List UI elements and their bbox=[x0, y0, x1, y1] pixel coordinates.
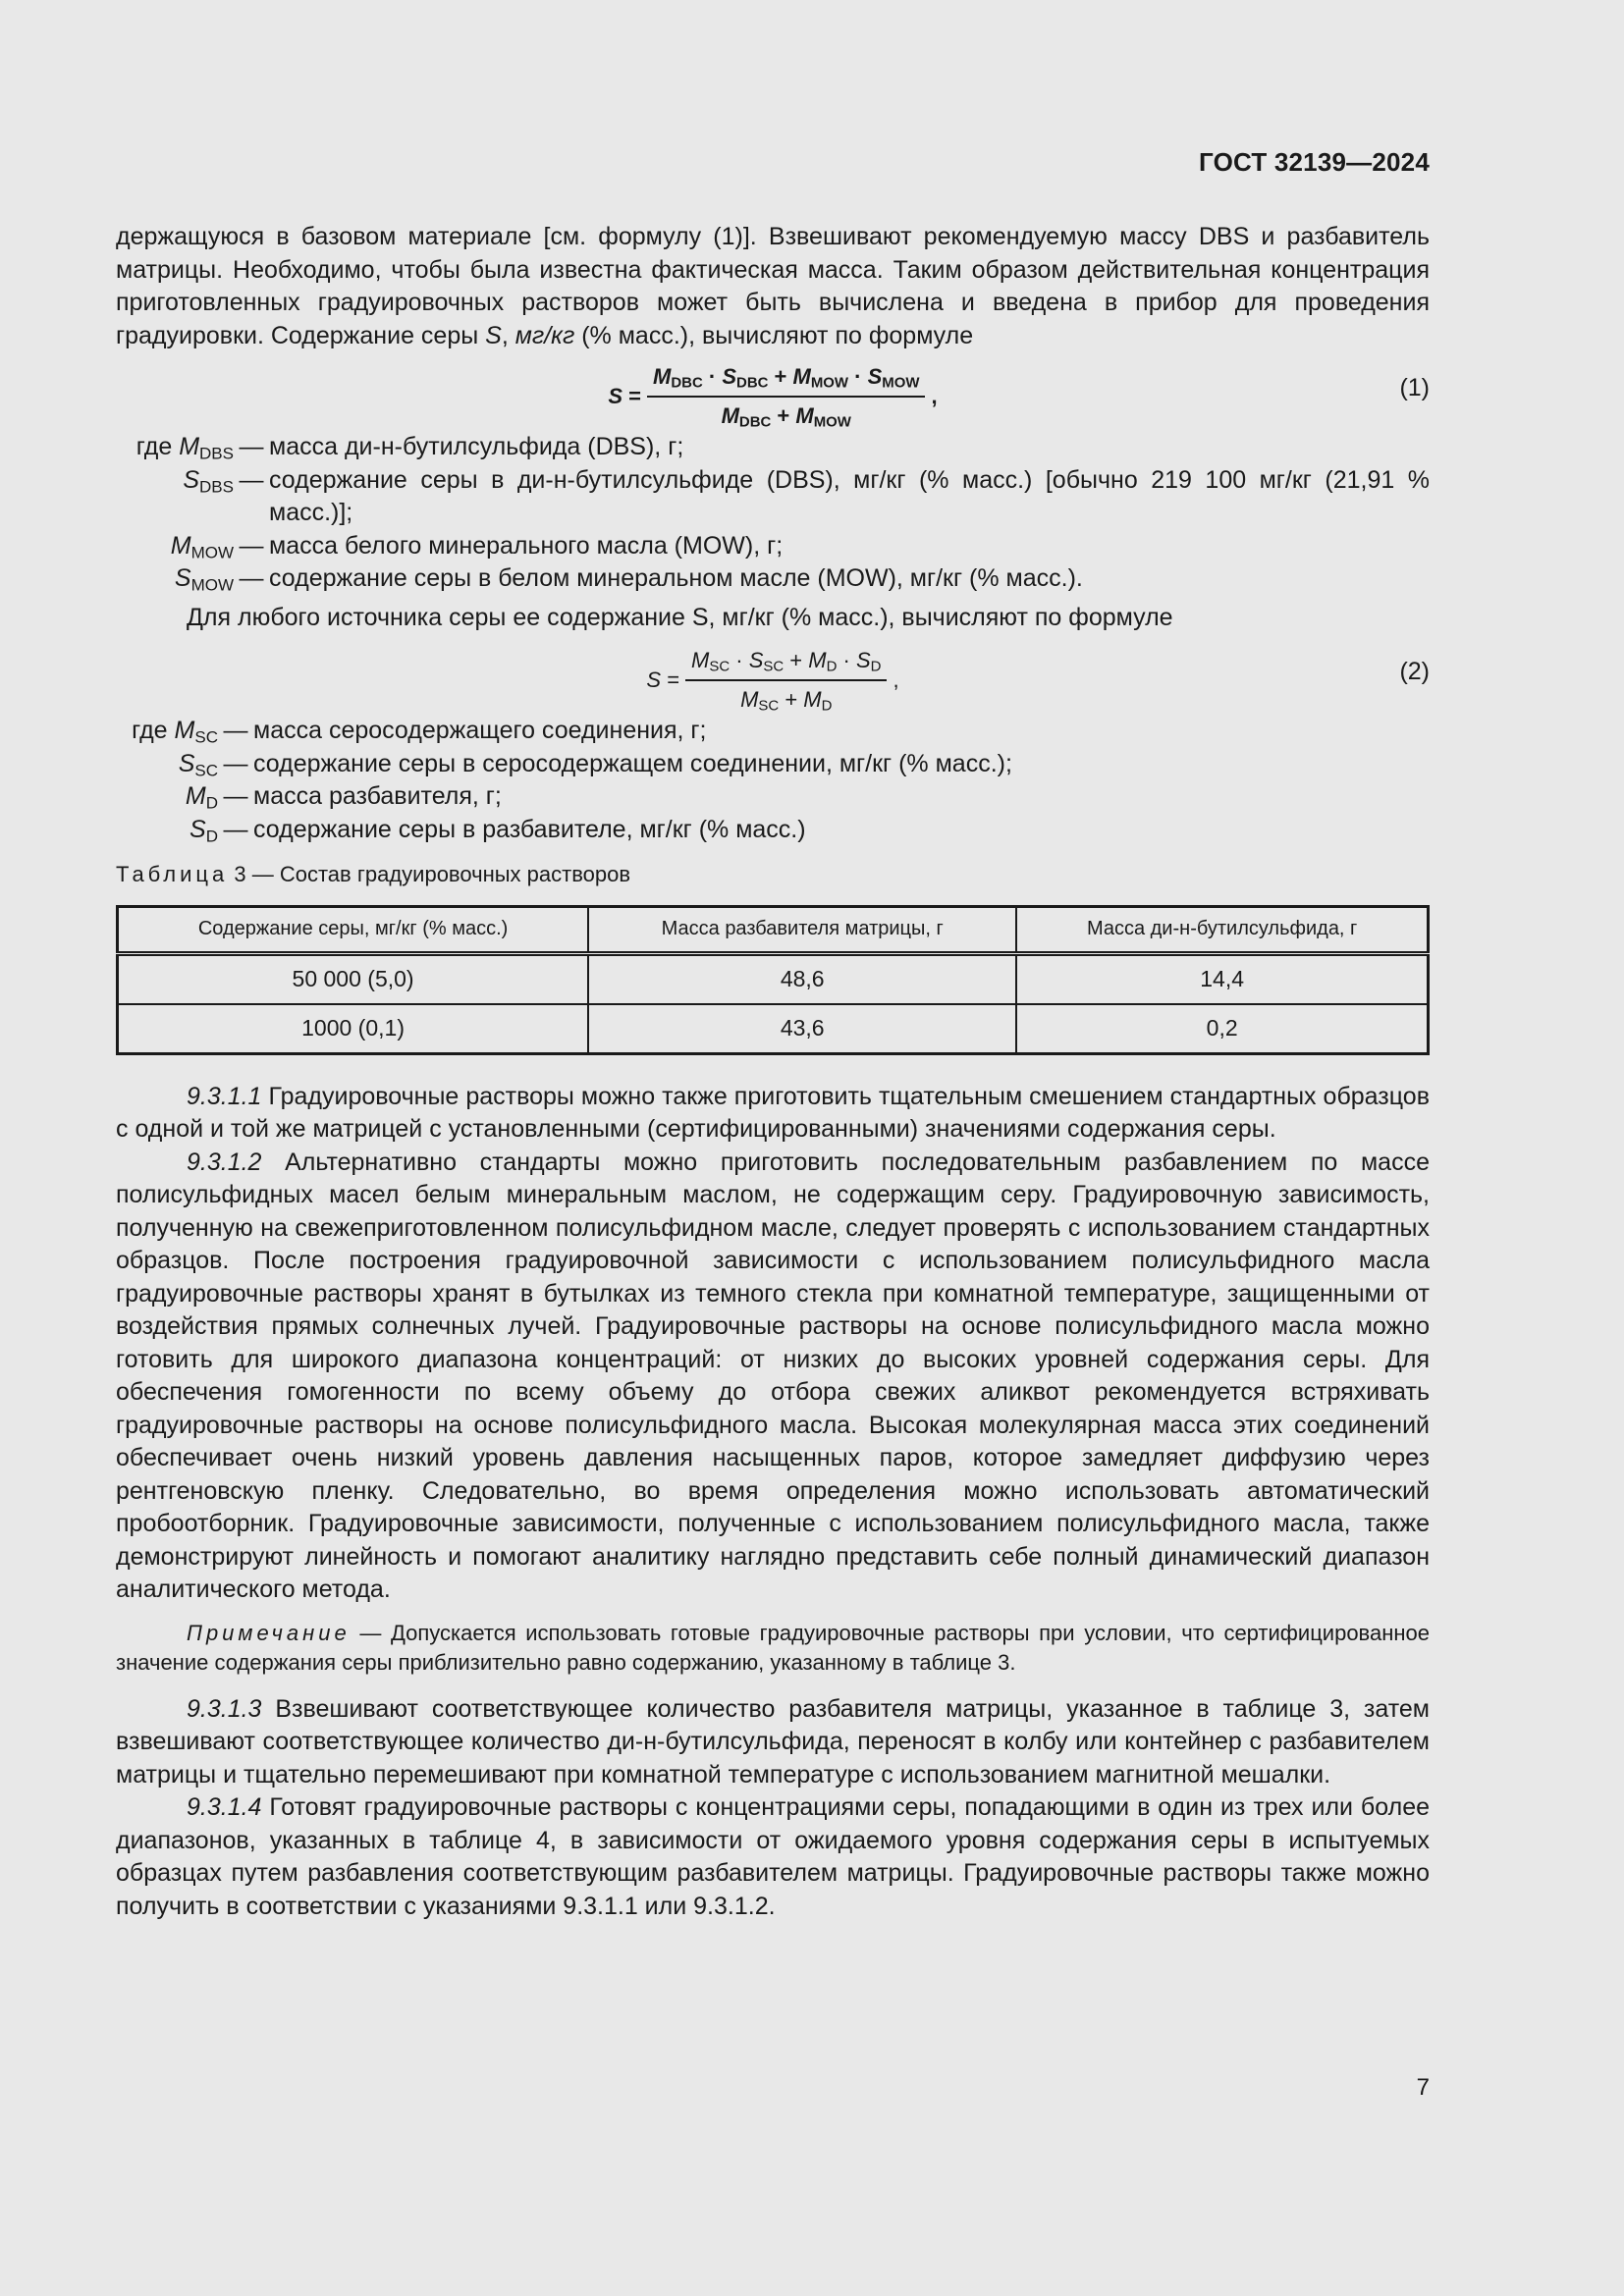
symbol-letter: S bbox=[189, 815, 206, 843]
source-paragraph: Для любого источника серы ее содержание S, мг/кг (% масс.), вычисляют по формуле bbox=[187, 603, 1173, 631]
definition-symbol bbox=[116, 431, 234, 464]
definition-text: масса серосодержащего соединения, г; bbox=[253, 717, 707, 744]
symbol-subscript: D bbox=[205, 826, 218, 845]
definition-row bbox=[116, 715, 1430, 748]
symbol-letter: S bbox=[183, 465, 200, 494]
definition-dash: — bbox=[239, 564, 264, 592]
definition-symbol bbox=[116, 814, 218, 847]
definition-row bbox=[116, 464, 1430, 530]
standard-header: ГОСТ 32139—2024 bbox=[1199, 147, 1430, 177]
table-3 bbox=[116, 905, 1430, 1055]
formula-1: S = $\frac{M_{DBC} \cdot S_{DBC} + M_{MOW} \cdot S_{MOW}}{M_{DBC} + M_{MOW}}$ , (1) bbox=[116, 360, 1430, 427]
paragraph-9-3-1-4 bbox=[116, 1791, 1430, 1923]
table-row bbox=[118, 1004, 1429, 1054]
symbol-subscript: D bbox=[205, 793, 218, 813]
table-header-row bbox=[118, 906, 1429, 953]
definition-symbol bbox=[116, 780, 218, 814]
table-cell: 48,6 bbox=[588, 953, 1016, 1004]
symbol-subscript: DBS bbox=[199, 444, 234, 463]
definition-dash: — bbox=[223, 815, 248, 843]
table-cell: 1000 (0,1) bbox=[118, 1004, 589, 1054]
table-cell: 43,6 bbox=[588, 1004, 1016, 1054]
definition-symbol bbox=[116, 562, 234, 596]
symbol-subscript: DBS bbox=[199, 476, 234, 496]
definition-dash: — bbox=[239, 433, 264, 460]
symbol-letter: M bbox=[185, 782, 206, 810]
definition-dash: — bbox=[223, 749, 248, 777]
table-header-cell: Содержание серы, мг/кг (% масс.) bbox=[118, 906, 589, 953]
clause-number: 9.3.1.3 bbox=[187, 1694, 262, 1723]
formula-2: S = $\frac{M_{SC} \cdot S_{SC} + M_D \cdot S_D}{M_{SC} + M_D}$ , (2) bbox=[116, 644, 1430, 711]
table-3-caption bbox=[116, 858, 1430, 891]
symbol-letter: S bbox=[174, 564, 191, 592]
paragraph-9-3-1-3 bbox=[116, 1693, 1430, 1792]
definition-row bbox=[116, 431, 1430, 464]
definition-text: масса белого минерального масла (MOW), г; bbox=[269, 531, 784, 560]
note bbox=[116, 1619, 1430, 1678]
definition-lead: где bbox=[132, 717, 168, 744]
table-cell: 14,4 bbox=[1016, 953, 1428, 1004]
intro-paragraph: держащуюся в базовом материале [см. формулу (1)]. Взвешивают рекомендуемую массу DBS и разбавитель матрицы. Необходимо, чтобы была известна фактическая масса. Таким образом действительная концентрация приготовленных градуировочных растворов может быть вычислена и введена в прибор для проведения градуировки. Содержание серы S, мг/кг (% масс.), вычисляют по формуле bbox=[116, 223, 1430, 349]
formula-2-number: (2) bbox=[1399, 658, 1430, 685]
definition-symbol bbox=[116, 530, 234, 563]
definitions-2 bbox=[116, 715, 1430, 846]
table-header-cell: Масса разбавителя матрицы, г bbox=[588, 906, 1016, 953]
definition-text: содержание серы в ди-н-бутилсульфиде (DBS), мг/кг (% масс.) [обычно 219 100 мг/кг (21,91 % масс.)]; bbox=[269, 465, 1430, 526]
clause-text: Градуировочные растворы можно также приготовить тщательным смешением стандартных образцов с одной и той же матрицей с установленными (сертифицированными) значениями содержания серы. bbox=[116, 1082, 1430, 1143]
table-row bbox=[118, 953, 1429, 1004]
symbol-subscript: MOW bbox=[190, 575, 234, 595]
definition-row bbox=[116, 780, 1430, 814]
symbol-letter: M bbox=[170, 531, 191, 560]
definition-lead: где bbox=[135, 433, 173, 460]
definition-dash: — bbox=[223, 717, 248, 744]
intro-units: мг/кг bbox=[514, 321, 575, 349]
clause-number: 9.3.1.2 bbox=[187, 1148, 262, 1176]
table-cell: 50 000 (5,0) bbox=[118, 953, 589, 1004]
definition-text: содержание серы в разбавителе, мг/кг (% масс.) bbox=[253, 815, 806, 843]
formula-1-number: (1) bbox=[1399, 374, 1430, 401]
caption-rest: 3 — Состав градуировочных растворов bbox=[234, 862, 631, 886]
clause-text: Готовят градуировочные растворы с концентрациями серы, попадающими в один из трех или более диапазонов, указанных в таблице 4, в зависимости от ожидаемого уровня содержания серы в испытуемых образцах путем разбавления соответствующим разбавителем матрицы. Градуировочные растворы также можно получить в соответствии с указаниями 9.3.1.1 или 9.3.1.2. bbox=[116, 1793, 1430, 1920]
page-content bbox=[116, 221, 1430, 1923]
symbol-subscript: SC bbox=[194, 727, 218, 747]
definition-row bbox=[116, 562, 1430, 596]
definition-text: масса разбавителя, г; bbox=[253, 782, 502, 810]
clause-number: 9.3.1.4 bbox=[187, 1793, 262, 1821]
definition-dash: — bbox=[239, 531, 264, 560]
symbol-letter: M bbox=[179, 433, 200, 460]
intro-tail: (% масс.), вычисляют по формуле bbox=[574, 321, 974, 349]
note-label: Примечание bbox=[187, 1620, 351, 1645]
symbol-letter: S bbox=[178, 749, 195, 777]
paragraph-9-3-1-1 bbox=[116, 1081, 1430, 1147]
page-number: 7 bbox=[1416, 2074, 1430, 2101]
caption-word: Таблица bbox=[116, 862, 229, 886]
definition-text: содержание серы в белом минеральном масле (MOW), мг/кг (% масс.). bbox=[269, 564, 1083, 592]
clause-text: Альтернативно стандарты можно приготовить последовательным разбавлением по массе полисульфидных масел белым минеральным маслом, не содержащим серу. Градуировочную зависимость, полученную на свежеприготовленном полисульфидном масле, следует проверять с использованием стандартных образцов. После построения градуировочной зависимости с использованием полисульфидного масла градуировочные растворы хранят в бутылках из темного стекла при комнатной температуре, защищенными от воздействия прямых солнечных лучей. Градуировочные растворы на основе полисульфидного масла можно готовить для широкого диапазона концентраций: от низких до высоких уровней содержания серы. Для обеспечения гомогенности по всему объему до отбора свежих аликвот рекомендуется встряхивать градуировочные растворы на основе полисульфидного масла. Высокая молекулярная масса этих соединений обеспечивает очень низкий уровень давления насыщенных паров, которое замедляет диффузию через рентгеновскую пленку. Следовательно, во время определения можно использовать автоматический пробоотборник. Градуировочные зависимости, полученные с использованием полисульфидного масла, также демонстрируют линейность и помогают аналитику наглядно представить себе полный динамический диапазон аналитического метода. bbox=[116, 1148, 1430, 1603]
definition-row bbox=[116, 814, 1430, 847]
intro-text: держащуюся в базовом материале [см. формулу (1)]. Взвешивают рекомендуемую массу DBS и разбавитель матрицы. Необходимо, чтобы была известна фактическая масса. Таким образом действительная концентрация приготовленных градуировочных растворов может быть вычислена и введена в прибор для проведения градуировки. Содержание серы bbox=[116, 223, 1430, 349]
definitions-1 bbox=[116, 431, 1430, 596]
definition-dash: — bbox=[223, 782, 248, 810]
definition-symbol bbox=[116, 748, 218, 781]
definition-text: масса ди-н-бутилсульфида (DBS), г; bbox=[269, 433, 684, 460]
definition-row bbox=[116, 748, 1430, 781]
definition-row bbox=[116, 530, 1430, 563]
clause-number: 9.3.1.1 bbox=[187, 1082, 262, 1110]
intro-var: S bbox=[485, 321, 502, 349]
definition-text: содержание серы в серосодержащем соединении, мг/кг (% масс.); bbox=[253, 749, 1012, 777]
definition-dash: — bbox=[239, 465, 264, 494]
definition-symbol bbox=[116, 715, 218, 748]
symbol-subscript: MOW bbox=[190, 542, 234, 561]
paragraph-9-3-1-2 bbox=[116, 1147, 1430, 1607]
table-header-cell: Масса ди-н-бутилсульфида, г bbox=[1016, 906, 1428, 953]
clause-text: Взвешивают соответствующее количество разбавителя матрицы, указанное в таблице 3, затем взвешивают соответствующее количество ди-н-бутилсульфида, переносят в колбу или контейнер с разбавителем матрицы и тщательно перемешивают при комнатной температуре с использованием магнитной мешалки. bbox=[116, 1694, 1430, 1789]
definition-symbol bbox=[116, 464, 234, 530]
table-cell: 0,2 bbox=[1016, 1004, 1428, 1054]
symbol-subscript: SC bbox=[194, 760, 218, 779]
symbol-letter: M bbox=[174, 717, 195, 744]
note-text: — Допускается использовать готовые градуировочные растворы при условии, что сертифицированное значение содержания серы приблизительно равно содержанию, указанному в таблице 3. bbox=[116, 1620, 1430, 1675]
